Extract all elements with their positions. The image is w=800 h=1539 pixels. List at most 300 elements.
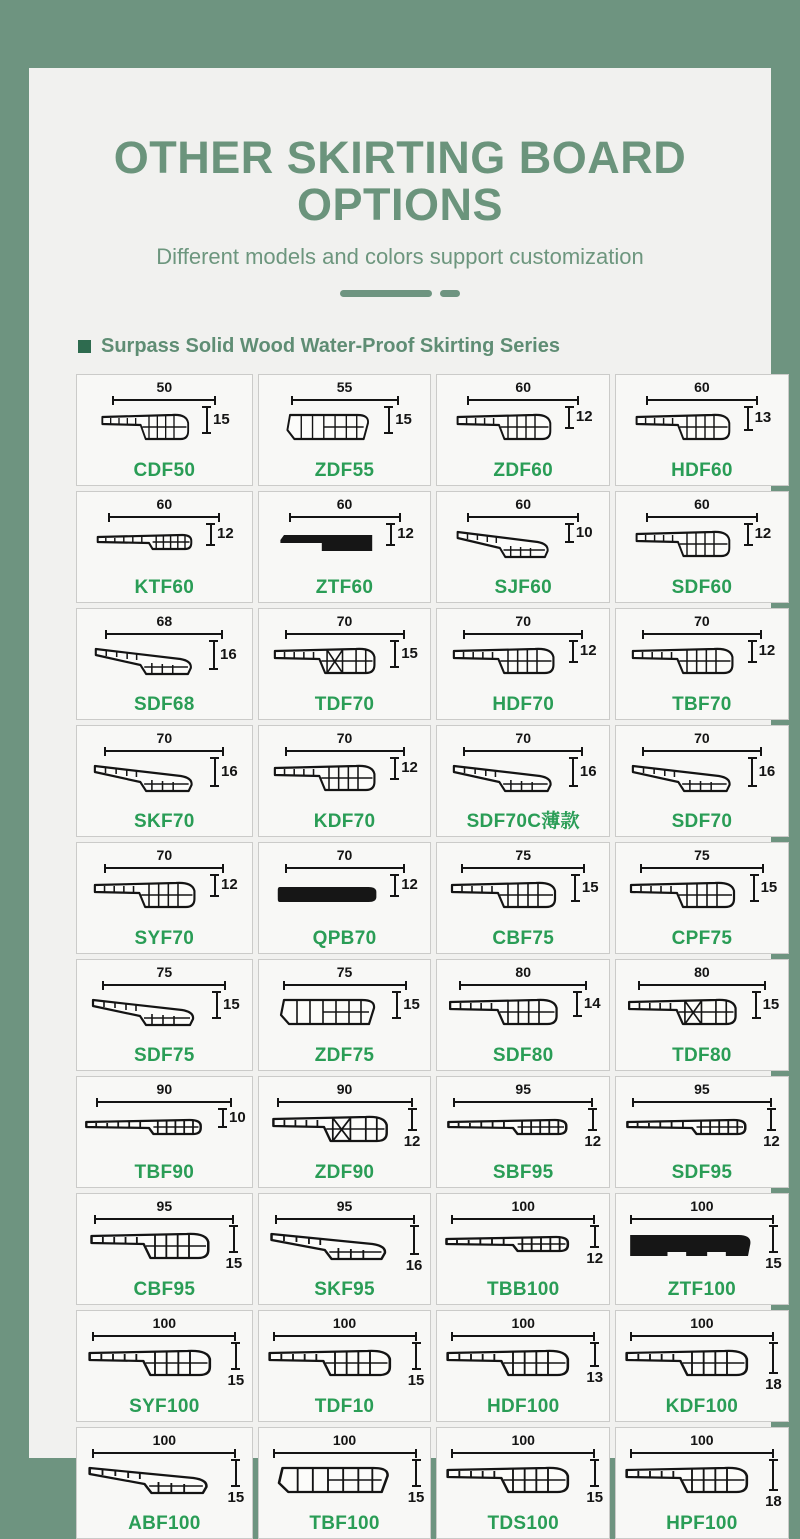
- height-dimension: [586, 1225, 603, 1268]
- height-value: 13: [754, 409, 772, 427]
- model-name-label: SYF100: [129, 1395, 200, 1417]
- profile-figure: [443, 1459, 603, 1507]
- model-name-label: CDF50: [133, 459, 196, 481]
- width-value: 60: [515, 495, 531, 512]
- height-value: 12: [754, 525, 772, 543]
- width-value: 80: [694, 963, 710, 980]
- height-value: 12: [397, 525, 414, 543]
- profile-figure: [85, 1342, 245, 1390]
- skirting-cross-section-drawing: [450, 640, 566, 684]
- skirting-cross-section-drawing: [267, 1225, 403, 1269]
- skirting-cross-section-drawing: [450, 757, 566, 801]
- skirting-cross-section-drawing: [443, 1342, 583, 1386]
- model-name-label: TBB100: [486, 1278, 560, 1300]
- height-dimension-line: [588, 1108, 597, 1131]
- width-dimension-line: [102, 981, 226, 990]
- width-dimension-line: [459, 981, 587, 990]
- height-dimension-line: [412, 1342, 421, 1370]
- width-dimension: [451, 1199, 595, 1224]
- width-dimension: [646, 497, 758, 522]
- width-dimension-line: [646, 396, 758, 405]
- height-dimension-line: [386, 523, 395, 546]
- model-name-label: TBF100: [309, 1512, 380, 1534]
- skirting-cross-section-drawing: [269, 991, 389, 1035]
- width-dimension: [273, 1433, 417, 1458]
- width-dimension: [285, 614, 405, 639]
- profile-figure: [450, 757, 597, 801]
- profile-cell-CPF75: [615, 842, 789, 954]
- height-dimension-line: [212, 991, 221, 1019]
- width-dimension-line: [273, 1449, 417, 1458]
- profile-cell-TBF100: [258, 1427, 432, 1539]
- width-dimension-line: [640, 864, 764, 873]
- model-name-label: ZDF55: [314, 459, 375, 481]
- model-name-label: ZDF60: [493, 459, 553, 481]
- width-value: 100: [332, 1431, 357, 1448]
- width-dimension: [291, 380, 399, 405]
- skirting-cross-section-drawing: [622, 1225, 762, 1269]
- height-dimension: [212, 991, 240, 1019]
- height-dimension-line: [569, 640, 578, 663]
- profile-figure: [624, 1108, 780, 1152]
- skirting-cross-section-drawing: [271, 640, 387, 684]
- width-value: 70: [336, 729, 353, 746]
- model-name-label: SDF95: [671, 1161, 733, 1183]
- height-dimension-line: [769, 1342, 778, 1374]
- width-value: 100: [690, 1314, 714, 1331]
- model-name-label: KTF60: [134, 576, 195, 598]
- profile-figure: [622, 1225, 782, 1273]
- skirting-cross-section-drawing: [271, 874, 387, 918]
- profile-cell-ABF100: [76, 1427, 253, 1539]
- width-value: 90: [156, 1080, 173, 1097]
- height-dimension: [226, 1225, 243, 1273]
- skirting-cross-section-drawing: [99, 406, 199, 450]
- skirting-cross-section-drawing: [95, 523, 203, 567]
- width-dimension-line: [104, 864, 224, 873]
- height-dimension: [408, 1342, 425, 1390]
- height-dimension-line: [569, 757, 578, 787]
- height-value: 18: [765, 1375, 782, 1393]
- model-name-label: HPF100: [666, 1512, 738, 1534]
- height-dimension-line: [769, 1459, 778, 1491]
- width-value: 100: [690, 1431, 714, 1448]
- profile-cell-QPB70: [258, 842, 432, 954]
- width-dimension-line: [273, 1332, 417, 1341]
- width-value: 95: [515, 1080, 531, 1097]
- height-value: 12: [584, 1132, 602, 1150]
- profile-figure: [445, 1108, 601, 1152]
- width-dimension-line: [638, 981, 766, 990]
- height-dimension: [228, 1342, 245, 1390]
- width-dimension-line: [291, 396, 399, 405]
- width-dimension-line: [632, 1098, 772, 1107]
- model-name-label: CPF75: [671, 927, 733, 949]
- width-dimension-line: [112, 396, 216, 405]
- height-dimension: [209, 640, 237, 670]
- width-dimension: [112, 380, 216, 405]
- profile-figure: [91, 757, 238, 801]
- height-value: 12: [401, 876, 418, 894]
- skirting-cross-section-drawing: [277, 406, 381, 450]
- width-dimension-line: [461, 864, 585, 873]
- height-dimension-line: [565, 523, 574, 543]
- width-dimension: [453, 1082, 593, 1107]
- profile-cell-HPF100: [615, 1427, 789, 1539]
- width-dimension: [92, 1316, 236, 1341]
- model-name-label: ZDF90: [314, 1161, 375, 1183]
- width-dimension: [285, 731, 405, 756]
- width-value: 55: [336, 378, 353, 395]
- width-dimension: [96, 1082, 232, 1107]
- profile-cell-HDF100: [436, 1310, 610, 1422]
- width-dimension-line: [630, 1215, 774, 1224]
- height-value: 10: [575, 523, 593, 541]
- skirting-cross-section-drawing: [85, 1342, 225, 1386]
- height-dimension: [750, 874, 778, 902]
- width-dimension: [451, 1316, 595, 1341]
- height-value: 12: [401, 759, 418, 777]
- model-name-label: SDF80: [492, 1044, 554, 1066]
- width-dimension: [92, 1433, 236, 1458]
- profile-cell-TBB100: [436, 1193, 610, 1305]
- width-dimension: [632, 1082, 772, 1107]
- profile-figure: [277, 406, 412, 450]
- profile-figure: [625, 991, 780, 1035]
- height-dimension-line: [229, 1225, 238, 1253]
- height-dimension-line: [748, 640, 757, 663]
- width-dimension: [102, 965, 226, 990]
- width-dimension: [104, 731, 224, 756]
- profile-figure: [271, 757, 418, 801]
- height-dimension-line: [767, 1108, 776, 1131]
- height-value: 18: [765, 1492, 782, 1510]
- width-dimension-line: [275, 1215, 415, 1224]
- profile-cell-SKF70: [76, 725, 253, 837]
- model-name-label: SDF75: [134, 1044, 195, 1066]
- title-divider: [29, 290, 771, 297]
- model-name-label: SYF70: [134, 927, 195, 949]
- width-dimension: [285, 848, 405, 873]
- model-name-label: SKF70: [134, 810, 195, 832]
- model-name-label: SDF70C薄款: [466, 810, 580, 832]
- height-dimension: [573, 991, 601, 1017]
- width-dimension: [642, 614, 762, 639]
- width-value: 100: [152, 1314, 177, 1331]
- width-dimension-line: [92, 1449, 236, 1458]
- width-dimension-line: [104, 747, 224, 756]
- skirting-cross-section-drawing: [443, 1459, 583, 1503]
- width-dimension-line: [451, 1449, 595, 1458]
- profile-cell-TDF80: [615, 959, 789, 1071]
- width-dimension: [630, 1199, 774, 1224]
- profile-figure: [633, 523, 772, 567]
- width-dimension: [640, 848, 764, 873]
- height-dimension-line: [390, 757, 399, 780]
- width-dimension-line: [451, 1332, 595, 1341]
- height-dimension: [565, 523, 593, 543]
- profile-cell-SDF70: [615, 725, 789, 837]
- width-value: 70: [156, 729, 173, 746]
- model-name-label: SKF95: [314, 1278, 375, 1300]
- profile-figure: [454, 523, 593, 567]
- width-value: 95: [156, 1197, 173, 1214]
- width-dimension: [630, 1433, 774, 1458]
- model-name-label: TDF70: [314, 693, 375, 715]
- height-value: 15: [760, 878, 778, 896]
- model-name-label: SDF60: [671, 576, 733, 598]
- height-dimension: [218, 1108, 246, 1128]
- height-value: 15: [586, 1488, 604, 1506]
- width-dimension: [283, 965, 407, 990]
- width-value: 70: [694, 612, 710, 629]
- width-value: 70: [694, 729, 710, 746]
- height-dimension-line: [202, 406, 211, 434]
- width-value: 75: [515, 846, 531, 863]
- height-value: 16: [220, 645, 237, 663]
- width-dimension: [467, 497, 579, 522]
- width-value: 100: [690, 1197, 714, 1214]
- height-dimension: [752, 991, 780, 1019]
- height-value: 15: [227, 1488, 245, 1506]
- skirting-cross-section-drawing: [85, 1459, 225, 1503]
- height-dimension: [571, 874, 599, 902]
- height-dimension-line: [392, 991, 401, 1019]
- width-dimension-line: [285, 630, 405, 639]
- height-value: 12: [221, 876, 238, 894]
- skirting-cross-section-drawing: [89, 991, 209, 1035]
- height-dimension-line: [210, 757, 219, 787]
- height-value: 16: [579, 762, 597, 780]
- profile-figure: [450, 640, 597, 684]
- height-dimension: [763, 1108, 780, 1151]
- width-value: 70: [515, 729, 531, 746]
- height-dimension: [206, 523, 234, 546]
- profile-figure: [627, 874, 778, 918]
- height-dimension-line: [744, 406, 753, 431]
- profile-figure: [87, 1225, 243, 1273]
- width-dimension-line: [94, 1215, 234, 1224]
- width-value: 80: [515, 963, 531, 980]
- width-dimension-line: [642, 747, 762, 756]
- profile-figure: [448, 874, 599, 918]
- profile-cell-KDF100: [615, 1310, 789, 1422]
- width-value: 68: [156, 612, 173, 629]
- model-name-label: KDF70: [313, 810, 376, 832]
- profile-cell-SDF80: [436, 959, 610, 1071]
- height-value: 12: [575, 408, 593, 426]
- height-value: 13: [586, 1368, 604, 1386]
- profile-cell-TDF10: [258, 1310, 432, 1422]
- profile-figure: [633, 406, 772, 450]
- profile-cell-KDF70: [258, 725, 432, 837]
- width-dimension: [108, 497, 220, 522]
- skirting-cross-section-drawing: [625, 991, 749, 1035]
- width-dimension: [642, 731, 762, 756]
- height-dimension: [202, 406, 230, 434]
- skirting-cross-section-drawing: [633, 406, 741, 450]
- width-dimension-line: [467, 396, 579, 405]
- height-dimension-line: [231, 1459, 240, 1487]
- divider-bar-long: [340, 290, 432, 297]
- skirting-cross-section-drawing: [622, 1459, 762, 1503]
- height-dimension-line: [231, 1342, 240, 1370]
- height-dimension: [748, 640, 776, 663]
- profile-figure: [629, 757, 776, 801]
- profile-figure: [622, 1459, 782, 1511]
- profile-figure: [269, 1108, 421, 1152]
- skirting-cross-section-drawing: [448, 874, 568, 918]
- profile-cell-ZTF60: [258, 491, 432, 603]
- profile-figure: [443, 1342, 603, 1387]
- profile-cell-TBF90: [76, 1076, 253, 1188]
- height-value: 15: [403, 995, 420, 1013]
- width-value: 100: [511, 1314, 535, 1331]
- model-name-label: TBF70: [672, 693, 732, 715]
- height-value: 12: [217, 525, 234, 543]
- height-value: 12: [403, 1132, 421, 1150]
- width-value: 100: [152, 1431, 177, 1448]
- height-dimension: [586, 1459, 603, 1507]
- height-value: 15: [225, 1254, 243, 1272]
- height-value: 12: [579, 642, 597, 660]
- height-dimension-line: [590, 1459, 599, 1487]
- profile-cell-SDF68: [76, 608, 253, 720]
- height-value: 16: [758, 762, 776, 780]
- model-name-label: HDF60: [671, 459, 733, 481]
- width-value: 60: [694, 378, 710, 395]
- model-name-label: ZTF60: [315, 576, 374, 598]
- height-dimension-line: [590, 1342, 599, 1367]
- profile-figure: [99, 406, 230, 450]
- height-dimension: [392, 991, 420, 1019]
- profile-figure: [275, 523, 414, 567]
- height-dimension-line: [769, 1225, 778, 1253]
- width-dimension-line: [453, 1098, 593, 1107]
- height-dimension: [744, 523, 772, 546]
- skirting-cross-section-drawing: [83, 1108, 215, 1152]
- profile-figure: [269, 991, 420, 1035]
- profile-figure: [454, 406, 593, 450]
- skirting-cross-section-drawing: [91, 757, 207, 801]
- model-name-label: SDF70: [671, 810, 733, 832]
- height-dimension-line: [571, 874, 580, 902]
- model-name-label: ZTF100: [667, 1278, 737, 1300]
- profile-figure: [271, 640, 418, 684]
- profile-cell-ZDF60: [436, 374, 610, 486]
- width-value: 60: [515, 378, 531, 395]
- height-dimension-line: [390, 874, 399, 897]
- height-dimension-line: [408, 1108, 417, 1131]
- series-heading-label: Surpass Solid Wood Water-Proof Skirting Series: [101, 334, 560, 357]
- height-value: 12: [586, 1249, 604, 1267]
- width-value: 60: [156, 495, 173, 512]
- width-value: 90: [336, 1080, 353, 1097]
- height-dimension-line: [744, 523, 753, 546]
- width-dimension: [289, 497, 401, 522]
- model-name-label: ZDF75: [314, 1044, 375, 1066]
- height-dimension: [565, 406, 593, 429]
- model-name-label: KDF100: [665, 1395, 739, 1417]
- skirting-cross-section-drawing: [629, 640, 745, 684]
- height-dimension: [210, 757, 238, 787]
- profile-cell-KTF60: [76, 491, 253, 603]
- width-dimension: [273, 1316, 417, 1341]
- profile-figure: [85, 1459, 245, 1507]
- profile-figure: [265, 1342, 425, 1390]
- model-name-label: CBF95: [133, 1278, 196, 1300]
- height-dimension-line: [384, 406, 393, 434]
- model-name-label: TDF80: [672, 1044, 732, 1066]
- skirting-cross-section-drawing: [271, 757, 387, 801]
- profile-cell-SBF95: [436, 1076, 610, 1188]
- height-dimension: [390, 874, 418, 897]
- model-name-label: ABF100: [128, 1512, 201, 1534]
- width-dimension-line: [92, 1332, 236, 1341]
- height-dimension: [765, 1225, 782, 1273]
- model-name-label: TDF10: [314, 1395, 375, 1417]
- skirting-cross-section-drawing: [454, 406, 562, 450]
- width-dimension: [459, 965, 587, 990]
- width-dimension-line: [285, 747, 405, 756]
- profile-cell-CBF95: [76, 1193, 253, 1305]
- height-dimension: [584, 1108, 601, 1151]
- height-value: 10: [229, 1108, 246, 1126]
- width-dimension-line: [285, 864, 405, 873]
- profile-figure: [267, 1225, 423, 1275]
- width-value: 75: [694, 846, 710, 863]
- height-value: 16: [405, 1256, 423, 1274]
- profile-cell-SDF95: [615, 1076, 789, 1188]
- profile-figure: [443, 1225, 603, 1269]
- profile-cell-SYF70: [76, 842, 253, 954]
- profile-figure: [83, 1108, 246, 1152]
- height-dimension-line: [573, 991, 582, 1017]
- height-value: 12: [763, 1132, 780, 1150]
- height-value: 15: [223, 995, 240, 1013]
- width-dimension-line: [467, 513, 579, 522]
- height-dimension: [748, 757, 776, 787]
- width-value: 60: [336, 495, 353, 512]
- width-value: 75: [336, 963, 353, 980]
- profile-cell-ZDF55: [258, 374, 432, 486]
- height-value: 15: [407, 1488, 425, 1506]
- height-dimension: [569, 757, 597, 787]
- profile-cell-SDF60: [615, 491, 789, 603]
- skirting-cross-section-drawing: [629, 757, 745, 801]
- skirting-cross-section-drawing: [91, 874, 207, 918]
- width-value: 75: [156, 963, 173, 980]
- width-dimension: [277, 1082, 413, 1107]
- profile-figure: [629, 640, 776, 684]
- skirting-cross-section-drawing: [265, 1342, 405, 1386]
- width-dimension-line: [463, 747, 583, 756]
- skirting-cross-section-drawing: [265, 1459, 405, 1503]
- height-dimension-line: [748, 757, 757, 787]
- skirting-cross-section-drawing: [269, 1108, 401, 1152]
- height-dimension: [404, 1108, 421, 1151]
- skirting-cross-section-drawing: [627, 874, 747, 918]
- skirting-cross-section-drawing: [92, 640, 206, 684]
- height-value: 15: [395, 410, 412, 428]
- height-dimension: [569, 640, 597, 663]
- divider-bar-short: [440, 290, 460, 297]
- height-dimension-line: [206, 523, 215, 546]
- width-dimension: [275, 1199, 415, 1224]
- skirting-cross-section-drawing: [446, 991, 570, 1035]
- width-value: 95: [694, 1080, 710, 1097]
- height-dimension: [765, 1459, 782, 1511]
